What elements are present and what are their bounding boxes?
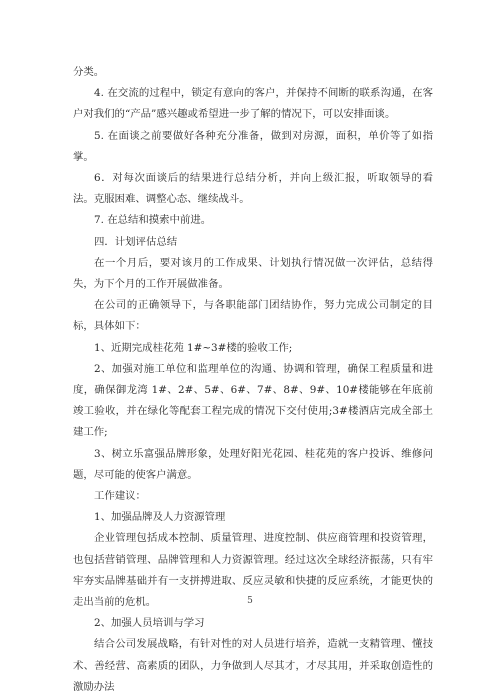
suggestion-body-1: 企业管理包括成本控制、质量管理、进度控制、供应商管理和投资管理，也包括营销管理、品牌管理和人力资源管理。经过这次全球经济振荡，只有牢牢夯实品牌基础并有一支拼搏进取、反应灵敏和快捷的反应系统，才能更快的走出当前的危机。 xyxy=(73,532,433,609)
paragraph-item-4: 4. 在交流的过程中，锁定有意向的客户，并保持不间断的联系沟通，在客户对我们的“产品”感兴趣或希望进一步了解的情况下，可以安排面谈。 xyxy=(73,87,433,121)
goal-item-2: 2、加强对施工单位和监理单位的沟通、协调和管理，确保工程质量和进度，确保御龙湾 1#、2#、5#、6#、7#、8#、9#、10#楼能够在年底前竣工验收，并在绿化等配套工程完成的情况下交付使用;3#楼酒店完成全部土建工作; xyxy=(73,362,433,439)
paragraph-evaluation: 在一个月后，要对该月的工作成果、计划执行情况做一次评估，总结得失，为下个月的工作开展做准备。 xyxy=(73,256,433,291)
paragraph-goals-intro: 在公司的正确领导下，与各职能部门团结协作，努力完成公司制定的目标，具体如下： xyxy=(73,299,433,333)
page-number: 5 xyxy=(247,596,253,606)
paragraph-item-5: 5. 在面谈之前要做好各种充分准备，做到对房源，面积，单价等了如指掌。 xyxy=(73,129,433,163)
goal-item-3: 3、树立乐富强品牌形象，处理好阳光花园、桂花苑的客户投诉、维修问题，尽可能的使客户满意。 xyxy=(73,447,433,481)
paragraph-item-6: 6．对每次面谈后的结果进行总结分析，并向上级汇报，听取领导的看法。克服困难、调整心态、继续战斗。 xyxy=(73,172,433,206)
goal-item-1: 1、近期完成桂花苑 1#~3#楼的验收工作; xyxy=(94,341,293,354)
suggestion-heading-2: 2、加强人员培训与学习 xyxy=(94,617,205,630)
suggestion-heading-1: 1、加强品牌及人力资源管理 xyxy=(94,511,226,524)
suggestion-body-2: 结合公司发展战略，有针对性的对人员进行培养，造就一支精管理、懂技术、善经营、高素质的团队，力争做到人尽其才，才尽其用，并采取创造性的激励办法 xyxy=(73,638,433,693)
section-heading: 四．计划评估总结 xyxy=(94,235,178,248)
paragraph-item-7: 7. 在总结和摸索中前进。 xyxy=(94,214,212,227)
suggestions-heading: 工作建议： xyxy=(94,490,146,503)
paragraph-continuation: 分类。 xyxy=(73,66,105,78)
